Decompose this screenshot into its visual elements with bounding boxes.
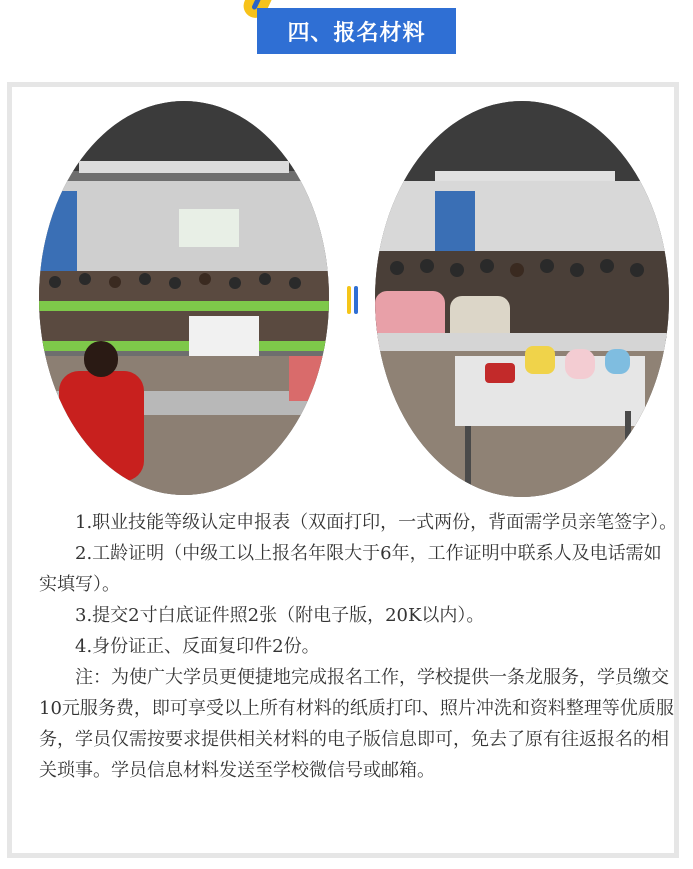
service-note: 注：为使广大学员更便捷地完成报名工作，学校提供一条龙服务，学员缴交10元服务费，即可享受以上所有材料的纸质打印、照片冲洗和资料整理等优质服务，学员仅需按要求提供相关材料的电子版信息即可，免去了原有往返报名的相关琐事。学员信息材料发送至学校微信号或邮箱。	[39, 667, 674, 781]
classroom-photo-left	[39, 101, 329, 495]
requirement-item-4: 4.身份证正、反面复印件2份。	[75, 636, 320, 657]
requirements-text	[39, 507, 679, 786]
requirement-item-2: 2.工龄证明（中级工以上报名年限大于6年，工作证明中联系人及电话需如实填写）。	[39, 543, 662, 595]
section-header	[0, 0, 693, 60]
classroom-photo-icon	[39, 101, 329, 495]
section-title: 四、报名材料	[257, 8, 456, 54]
double-bar-divider-icon	[346, 286, 360, 314]
classroom-photo-right	[375, 101, 669, 497]
classroom-photo-icon	[375, 101, 669, 497]
content-frame	[7, 82, 679, 858]
requirement-item-3: 3.提交2寸白底证件照2张（附电子版，20K以内）。	[75, 605, 485, 626]
requirement-item-1: 1.职业技能等级认定申报表（双面打印，一式两份，背面需学员亲笔签字）。	[75, 512, 678, 533]
